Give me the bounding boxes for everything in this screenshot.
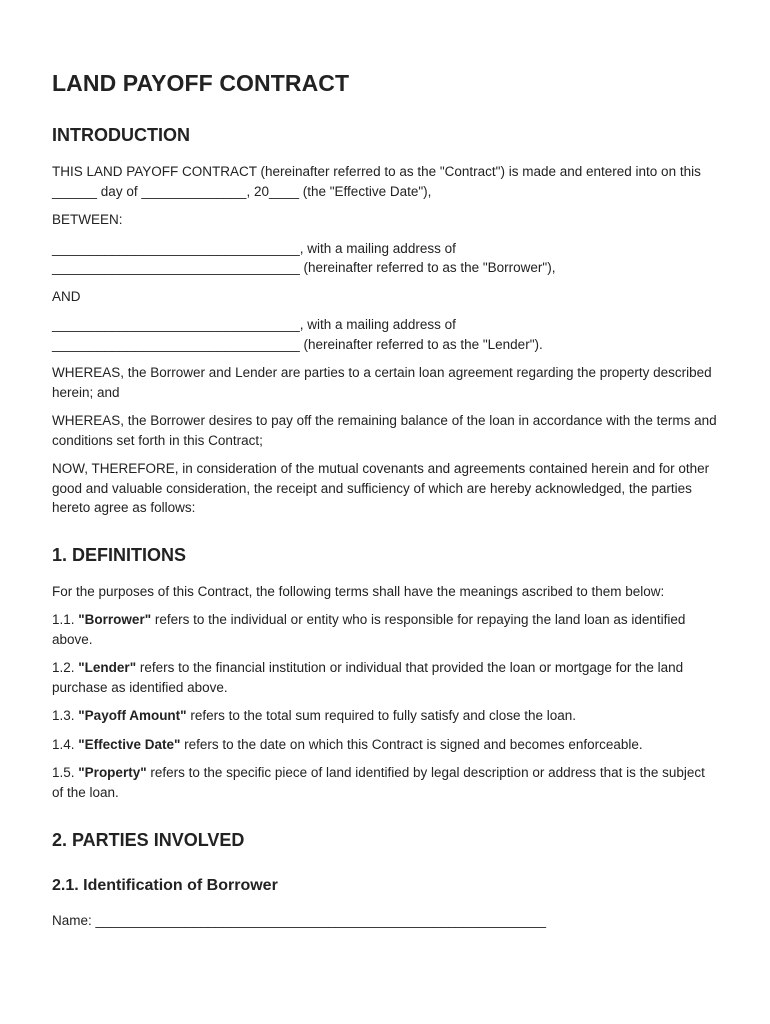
borrower-identification-heading: 2.1. Identification of Borrower xyxy=(52,877,278,894)
definition-item xyxy=(52,763,718,802)
definition-text: refers to the individual or entity who is responsible for repaying the land loan as identified above. xyxy=(52,612,686,647)
definition-item xyxy=(52,658,718,697)
definition-number: 1.3. xyxy=(52,708,79,723)
definition-term: "Borrower" xyxy=(78,612,152,627)
definition-item xyxy=(52,735,718,755)
borrower-address-block xyxy=(52,239,718,278)
between-label: BETWEEN: xyxy=(52,212,123,227)
definition-term: "Property" xyxy=(78,765,147,780)
borrower-line-1: _________________________________, with a mailing address of xyxy=(52,240,456,256)
whereas-paragraph-1: WHEREAS, the Borrower and Lender are parties to a certain loan agreement regarding the property described herein; and xyxy=(52,365,712,400)
and-label: AND xyxy=(52,288,81,304)
definition-term: "Effective Date" xyxy=(78,736,181,752)
intro-paragraph: THIS LAND PAYOFF CONTRACT (hereinafter referred to as the "Contract") is made and entered into on this ______ day of ______________, 20____ (the "Effective Date"), xyxy=(52,164,701,199)
lender-address-block xyxy=(52,315,718,354)
definition-term: "Payoff Amount" xyxy=(78,708,187,723)
definition-number: 1.5. xyxy=(52,765,79,780)
definition-text: refers to the total sum required to fully satisfy and close the loan. xyxy=(186,708,577,723)
definition-number: 1.4. xyxy=(52,736,79,752)
lender-line-2: _________________________________ (hereinafter referred to as the "Lender"). xyxy=(52,336,543,352)
definition-number: 1.1. xyxy=(52,612,79,627)
definition-number: 1.2. xyxy=(52,660,79,675)
borrower-line-2: _________________________________ (hereinafter referred to as the "Borrower"), xyxy=(52,260,556,275)
definition-item xyxy=(52,706,718,726)
borrower-name-line: Name: ____________________________________________________________ xyxy=(52,913,546,928)
parties-heading: 2. PARTIES INVOLVED xyxy=(52,830,245,850)
definition-term: "Lender" xyxy=(78,660,137,675)
definitions-lead: For the purposes of this Contract, the following terms shall have the meanings ascribed to them below: xyxy=(52,583,665,599)
definition-text: refers to the specific piece of land identified by legal description or address that is the subject of the loan. xyxy=(52,765,705,800)
now-therefore-paragraph: NOW, THEREFORE, in consideration of the mutual covenants and agreements contained herein and for other good and valuable consideration, the receipt and sufficiency of which are hereby acknowledged, the parties hereto agree as follows: xyxy=(52,461,710,515)
lender-line-1: _________________________________, with a mailing address of xyxy=(52,317,456,332)
definition-text: refers to the financial institution or individual that provided the loan or mortgage for the land purchase as identified above. xyxy=(52,660,684,695)
document-title: LAND PAYOFF CONTRACT xyxy=(52,70,350,96)
definition-item xyxy=(52,610,718,649)
definition-text: refers to the date on which this Contract is signed and becomes enforceable. xyxy=(180,736,643,752)
whereas-paragraph-2: WHEREAS, the Borrower desires to pay off the remaining balance of the loan in accordance with the terms and conditions set forth in this Contract; xyxy=(52,413,717,448)
definitions-heading: 1. DEFINITIONS xyxy=(52,544,187,565)
introduction-heading: INTRODUCTION xyxy=(52,125,190,145)
